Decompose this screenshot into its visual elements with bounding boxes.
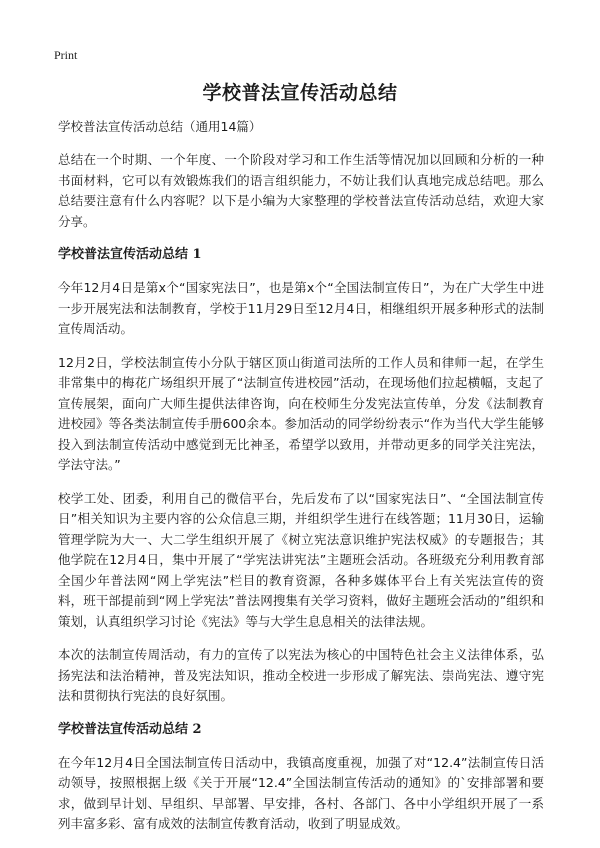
section-1-paragraph-3: 校学工处、团委，利用自己的微信平台，先后发布了以“国家宪法日”、“全国法制宣传日”相关知识为主要内容的公众信息三期，并组织学生进行在线答题；11月30日，运输管理学院为大一、大二学生组织开展了《树立宪法意识维护宪法权威》的专题报告；其他学院在12月4日，集中开展了“学宪法讲宪法”主题班会活动。各班级充分利用教育部全国少年普法网“网上学宪法”栏目的教育资源，各种多媒体平台上有关宪法宣传的资料，班干部提前到“网上学宪法”普法网搜集有关学习资料，做好主题班会活动的”组织和策划，认真组织学习讨论《宪法》等与大学生息息相关的法律法规。: [58, 490, 544, 629]
intro-paragraph: 总结在一个时期、一个年度、一个阶段对学习和工作生活等情况加以回顾和分析的一种书面材料，它可以有效锻炼我们的语言组织能力，不妨让我们认真地完成总结吧。那么总结要注意有什么内容呢？以下是小编为大家整理的学校普法宣传活动总结，欢迎大家分享。: [58, 152, 544, 229]
section-2-paragraph-1: 在今年12月4日全国法制宣传日活动中，我镇高度重视，加强了对“12.4”法制宣传日活动领导，按照根据上级《关于开展“12.4”全国法制宣传活动的通知》的`安排部署和要求，做到早计划、早组织、早部署、早安排，各村、各部门、各中小学组织开展了一系列丰富多彩、富有成效的法制宣传教育活动，收到了明显成效。: [58, 754, 544, 831]
print-link[interactable]: Print: [54, 48, 78, 62]
section-1-paragraph-2: 12月2日，学校法制宣传小分队于辖区顶山街道司法所的工作人员和律师一起，在学生非常集中的梅花广场组织开展了“法制宣传进校园”活动，在现场他们拉起横幅，支起了宣传展架，面向广大师生提供法律咨询，向在校师生分发宪法宣传单，分发《法制教育进校园》等各类法制宣传手册600余本。参加活动的同学纷纷表示“作为当代大学生能够投入到法制宣传活动中感觉到无比神圣，希望学以致用，并带动更多的同学关注宪法，学法守法。”: [58, 354, 544, 472]
section-heading-1: 学校普法宣传活动总结 1: [58, 247, 202, 262]
section-heading-2: 学校普法宣传活动总结 2: [58, 721, 202, 737]
document-body: [58, 117, 544, 848]
section-1-paragraph-4: 本次的法制宣传周活动，有力的宣传了以宪法为核心的中国特色社会主义法律体系，弘扬宪法和法治精神，普及宪法知识，推动全校进一步形成了解宪法、崇尚宪法、遵守宪法和贯彻执行宪法的良好氛围。: [58, 647, 544, 703]
section-1-paragraph-1: 今年12月4日是第x个“国家宪法日”，也是第x个“全国法制宣传日”，为在广大学生中进一步开展宪法和法制教育，学校于11月29日至12月4日，相继组织开展多种形式的法制宣传周活动。: [58, 280, 544, 336]
document-subtitle: 学校普法宣传活动总结（通用14篇）: [58, 119, 262, 134]
page-title: 学校普法宣传活动总结: [202, 82, 398, 104]
